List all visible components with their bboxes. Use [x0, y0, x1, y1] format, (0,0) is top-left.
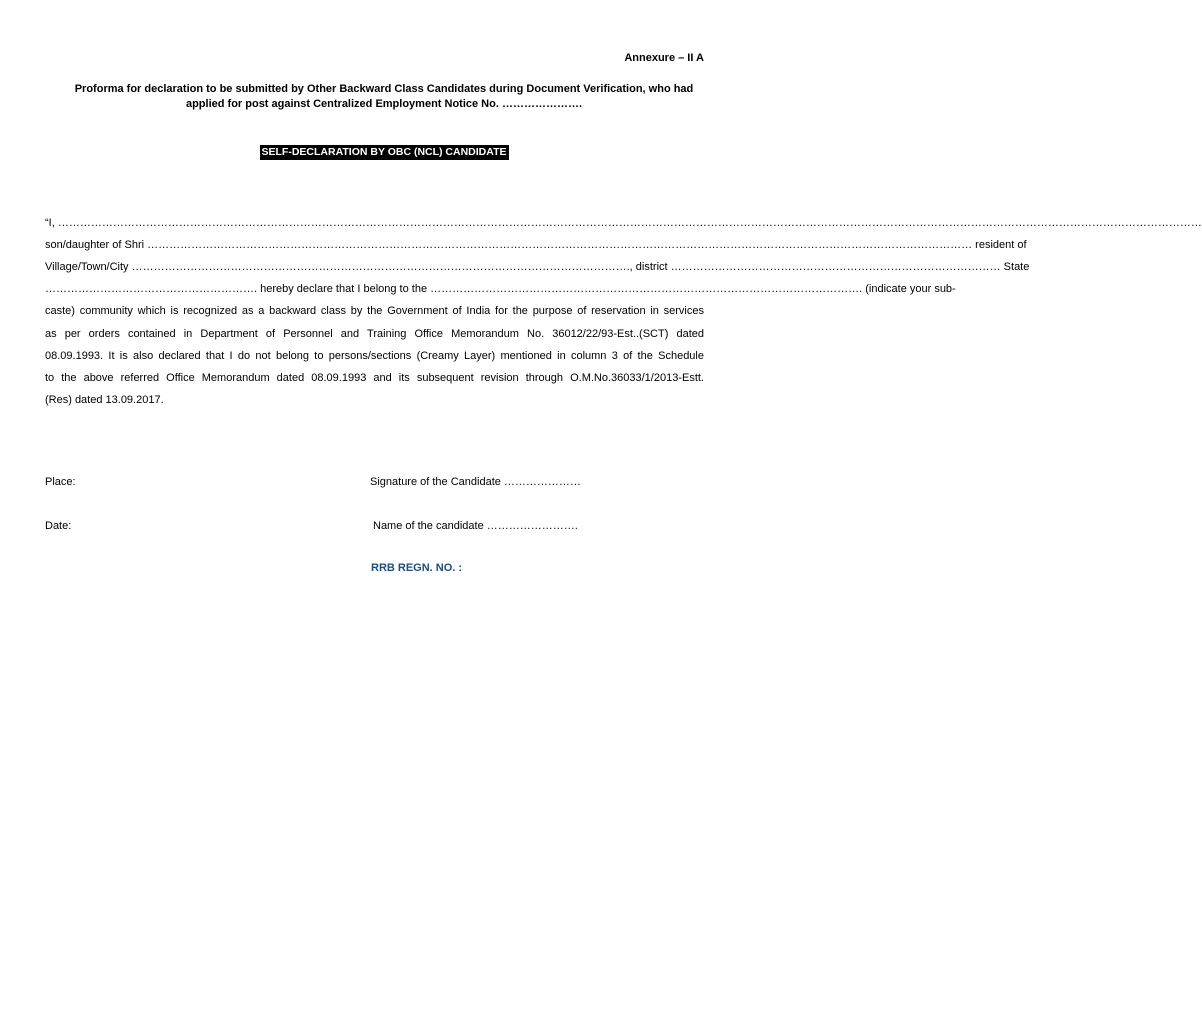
form-title	[46, 82, 722, 112]
declaration-line-3: Village/Town/City ………………………………………………………………………………………………………………………., district ……………………………………………………………………………… State	[45, 261, 1030, 273]
form-title-line-2: applied for post against Centralized Employment Notice No. ………………….	[185, 98, 583, 110]
declaration-line-1: “I, ……………………………………………………………………………………………………………………………………………………………………………………………………………………………………………………………………………………	[45, 217, 1202, 229]
self-declaration-heading: SELF-DECLARATION BY OBC (NCL) CANDIDATE	[261, 146, 507, 158]
declaration-line-2: son/daughter of Shri ……………………………………………………………………………………………………………………………………………………………………………………………………… resident of	[45, 239, 1027, 251]
heading-container	[0, 142, 768, 160]
form-title-line-1: Proforma for declaration to be submitted by Other Backward Class Candidates during Document Verification, who had	[74, 83, 694, 95]
place-label: Place:	[45, 476, 76, 488]
rrb-registration-number-label: RRB REGN. NO. :	[371, 562, 463, 574]
declaration-line-9: (Res) dated 13.09.2017.	[45, 394, 164, 406]
declaration-line-4: …………………………………………………. hereby declare that I belong to the ………………………………………………………………………………………………………. (indicate your sub-	[45, 283, 956, 295]
date-label: Date:	[45, 520, 72, 532]
signature-field-label: Signature of the Candidate …………………	[370, 476, 581, 488]
declaration-line-5: caste) community which is recognized as a backward class by the Government of India for the purpose of reservation in services	[45, 305, 704, 317]
candidate-name-field-label: Name of the candidate …………………….	[373, 520, 578, 532]
declaration-line-7: 08.09.1993. It is also declared that I do not belong to persons/sections (Creamy Layer) mentioned in column 3 of the Schedule	[45, 350, 704, 362]
declaration-line-6: as per orders contained in Department of Personnel and Training Office Memorandum No. 36012/22/93-Est..(SCT) dated	[45, 328, 704, 340]
declaration-line-8: to the above referred Office Memorandum dated 08.09.1993 and its subsequent revision through O.M.No.36033/1/2013-Estt.	[45, 372, 704, 384]
annexure-label: Annexure – II A	[624, 52, 704, 64]
